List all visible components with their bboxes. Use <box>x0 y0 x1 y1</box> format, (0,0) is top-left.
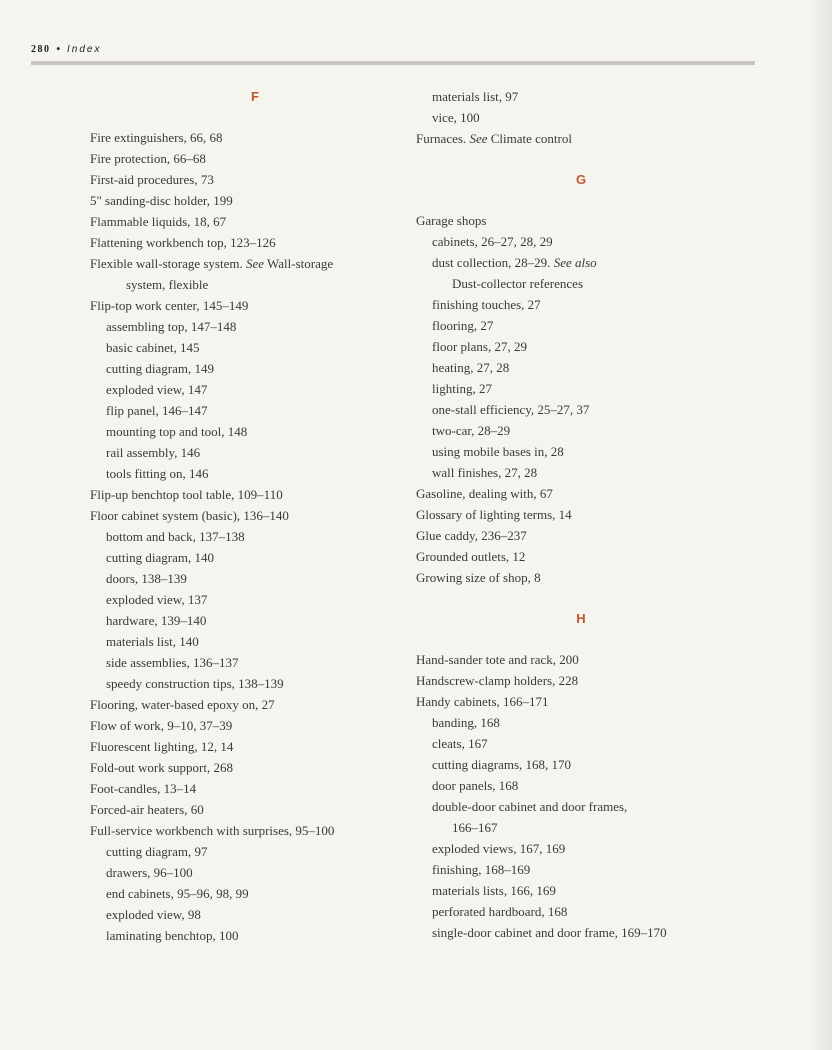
index-subentry <box>416 796 746 817</box>
index-entry <box>416 525 746 546</box>
entry-text: cutting diagram, 140 <box>106 550 214 565</box>
entry-text: Flattening workbench top, 123–126 <box>90 235 276 250</box>
entry-text: laminating benchtop, 100 <box>106 928 239 943</box>
entry-text: Fire extinguishers, 66, 68 <box>90 130 223 145</box>
entry-text: mounting top and tool, 148 <box>106 424 248 439</box>
entry-text: banding, 168 <box>432 715 500 730</box>
index-subentry <box>416 754 746 775</box>
entry-text: Garage shops <box>416 213 487 228</box>
see-reference: See also <box>553 255 597 270</box>
index-subentry <box>90 547 420 568</box>
index-subentry <box>416 231 746 252</box>
index-subentry <box>416 357 746 378</box>
entry-text: Flow of work, 9–10, 37–39 <box>90 718 233 733</box>
entry-text: 5" sanding-disc holder, 199 <box>90 193 233 208</box>
index-entry <box>416 670 746 691</box>
index-subentry <box>416 733 746 754</box>
entry-text: Fold-out work support, 268 <box>90 760 233 775</box>
index-entry <box>90 736 420 757</box>
index-subentry <box>416 378 746 399</box>
see-reference: See <box>469 131 488 146</box>
index-subentry <box>90 652 420 673</box>
entry-text: cutting diagram, 97 <box>106 844 208 859</box>
entry-text: bottom and back, 137–138 <box>106 529 245 544</box>
entry-text: Flexible wall-storage system. <box>90 256 243 271</box>
index-entry <box>90 295 420 316</box>
entry-text: cabinets, 26–27, 28, 29 <box>432 234 553 249</box>
entry-text: flip panel, 146–147 <box>106 403 208 418</box>
entry-text: exploded view, 147 <box>106 382 208 397</box>
index-entry <box>416 504 746 525</box>
entry-text: perforated hardboard, 168 <box>432 904 568 919</box>
index-subentry <box>90 904 420 925</box>
entry-text: floor plans, 27, 29 <box>432 339 527 354</box>
entry-text: double-door cabinet and door frames, <box>432 799 628 814</box>
entry-text: end cabinets, 95–96, 98, 99 <box>106 886 249 901</box>
index-entry <box>90 190 420 211</box>
entry-text: doors, 138–139 <box>106 571 187 586</box>
entry-text: wall finishes, 27, 28 <box>432 465 538 480</box>
entry-text: flooring, 27 <box>432 318 494 333</box>
index-subentry <box>416 294 746 315</box>
section-letter: H <box>576 611 586 626</box>
index-subentry <box>90 316 420 337</box>
index-entry <box>90 799 420 820</box>
entry-text: Full-service workbench with surprises, 95–100 <box>90 823 335 838</box>
see-reference: See <box>245 256 265 271</box>
section-letter: G <box>575 172 587 187</box>
entry-text: lighting, 27 <box>432 381 492 396</box>
index-subentry <box>416 441 746 462</box>
section-letter: F <box>251 89 259 104</box>
page-number: 280 <box>31 44 51 55</box>
entry-text: exploded view, 98 <box>106 907 201 922</box>
index-entry <box>416 128 746 149</box>
index-subentry <box>416 86 746 107</box>
entry-text: side assemblies, 136–137 <box>106 655 239 670</box>
entry-text: one-stall efficiency, 25–27, 37 <box>432 402 590 417</box>
entry-text: hardware, 139–140 <box>106 613 207 628</box>
entry-text: heating, 27, 28 <box>432 360 510 375</box>
index-entry <box>90 211 420 232</box>
index-subentry <box>416 817 746 838</box>
entry-text: 166–167 <box>452 820 498 835</box>
index-subentry <box>90 610 420 631</box>
index-entry <box>90 505 420 526</box>
entry-text: exploded views, 167, 169 <box>432 841 566 856</box>
index-subentry <box>90 862 420 883</box>
entry-text: Glossary of lighting terms, 14 <box>416 507 572 522</box>
index-subentry <box>90 421 420 442</box>
index-entry <box>90 820 420 841</box>
index-subentry <box>90 925 420 946</box>
entry-text: Handscrew-clamp holders, 228 <box>416 673 579 688</box>
entry-text: basic cabinet, 145 <box>106 340 200 355</box>
entry-text: dust collection, 28–29. <box>432 255 551 270</box>
index-entry <box>416 691 746 712</box>
index-subentry <box>416 901 746 922</box>
entry-text: tools fitting on, 146 <box>106 466 209 481</box>
entry-text: cleats, 167 <box>432 736 488 751</box>
entry-text: Growing size of shop, 8 <box>416 570 541 585</box>
spacer <box>416 588 746 608</box>
entry-text: Foot-candles, 13–14 <box>90 781 197 796</box>
index-subentry <box>416 859 746 880</box>
index-subentry <box>416 107 746 128</box>
index-subentry <box>90 358 420 379</box>
entry-text: exploded view, 137 <box>106 592 208 607</box>
entry-text: Gasoline, dealing with, 67 <box>416 486 553 501</box>
entry-text: Flammable liquids, 18, 67 <box>90 214 227 229</box>
index-subentry <box>90 883 420 904</box>
index-subentry <box>416 420 746 441</box>
entry-text: First-aid procedures, 73 <box>90 172 214 187</box>
entry-text: vice, 100 <box>432 110 480 125</box>
spacer <box>416 629 746 649</box>
index-column-right <box>416 86 746 943</box>
spacer <box>416 190 746 210</box>
index-entry <box>90 715 420 736</box>
index-subentry <box>416 880 746 901</box>
entry-text: finishing, 168–169 <box>432 862 531 877</box>
index-subentry <box>90 673 420 694</box>
cross-reference-target: Climate control <box>490 131 572 146</box>
index-subentry <box>416 775 746 796</box>
index-entry <box>90 253 420 274</box>
index-subentry <box>90 274 420 295</box>
index-entry <box>416 546 746 567</box>
index-entry <box>416 567 746 588</box>
index-subentry <box>416 336 746 357</box>
index-subentry <box>90 841 420 862</box>
header-rule <box>31 61 755 65</box>
index-subentry <box>90 463 420 484</box>
index-subentry <box>90 526 420 547</box>
entry-text: Forced-air heaters, 60 <box>90 802 204 817</box>
entry-text: Grounded outlets, 12 <box>416 549 526 564</box>
entry-text: Handy cabinets, 166–171 <box>416 694 549 709</box>
entry-text: rail assembly, 146 <box>106 445 201 460</box>
index-subentry <box>416 838 746 859</box>
cross-reference-target: Wall-storage <box>267 256 334 271</box>
entry-text: using mobile bases in, 28 <box>432 444 564 459</box>
entry-text: Flip-top work center, 145–149 <box>90 298 249 313</box>
index-subentry <box>416 399 746 420</box>
index-entry <box>90 694 420 715</box>
index-entry <box>416 483 746 504</box>
entry-text: Floor cabinet system (basic), 136–140 <box>90 508 289 523</box>
entry-text: assembling top, 147–148 <box>106 319 237 334</box>
index-subentry <box>416 922 746 943</box>
index-entry <box>90 232 420 253</box>
entry-text: materials list, 97 <box>432 89 519 104</box>
index-entry <box>416 210 746 231</box>
entry-text: Fluorescent lighting, 12, 14 <box>90 739 234 754</box>
entry-text: single-door cabinet and door frame, 169–170 <box>432 925 667 940</box>
index-entry <box>416 649 746 670</box>
entry-text: speedy construction tips, 138–139 <box>106 676 284 691</box>
header-separator: • <box>56 44 62 55</box>
index-entry <box>90 484 420 505</box>
entry-text: Glue caddy, 236–237 <box>416 528 527 543</box>
entry-text: Flooring, water-based epoxy on, 27 <box>90 697 275 712</box>
index-subentry <box>416 462 746 483</box>
entry-text: two-car, 28–29 <box>432 423 511 438</box>
index-subentry <box>90 400 420 421</box>
entry-text: materials lists, 166, 169 <box>432 883 556 898</box>
index-entry <box>90 148 420 169</box>
index-entry <box>90 778 420 799</box>
entry-text: drawers, 96–100 <box>106 865 193 880</box>
index-subentry <box>90 631 420 652</box>
entry-text: Furnaces. <box>416 131 467 146</box>
entry-text: Dust-collector references <box>452 276 584 291</box>
running-header <box>31 44 101 55</box>
index-subentry <box>90 568 420 589</box>
spacer <box>90 107 420 127</box>
page-edge-shadow <box>810 0 832 1050</box>
index-subentry <box>90 442 420 463</box>
index-entry <box>90 757 420 778</box>
index-subentry <box>416 315 746 336</box>
entry-text: Flip-up benchtop tool table, 109–110 <box>90 487 283 502</box>
entry-text: cutting diagram, 149 <box>106 361 214 376</box>
index-entry <box>90 169 420 190</box>
entry-text: door panels, 168 <box>432 778 519 793</box>
entry-text: Fire protection, 66–68 <box>90 151 206 166</box>
index-column-left <box>90 86 420 946</box>
spacer <box>416 149 746 169</box>
index-subentry <box>416 273 746 294</box>
entry-text: finishing touches, 27 <box>432 297 541 312</box>
index-entry <box>90 127 420 148</box>
entry-text: system, flexible <box>126 277 209 292</box>
index-subentry <box>416 252 746 273</box>
entry-text: cutting diagrams, 168, 170 <box>432 757 572 772</box>
index-subentry <box>90 379 420 400</box>
index-subentry <box>416 712 746 733</box>
section-title: Index <box>67 44 102 55</box>
entry-text: materials list, 140 <box>106 634 199 649</box>
index-subentry <box>90 589 420 610</box>
index-subentry <box>90 337 420 358</box>
entry-text: Hand-sander tote and rack, 200 <box>416 652 579 667</box>
